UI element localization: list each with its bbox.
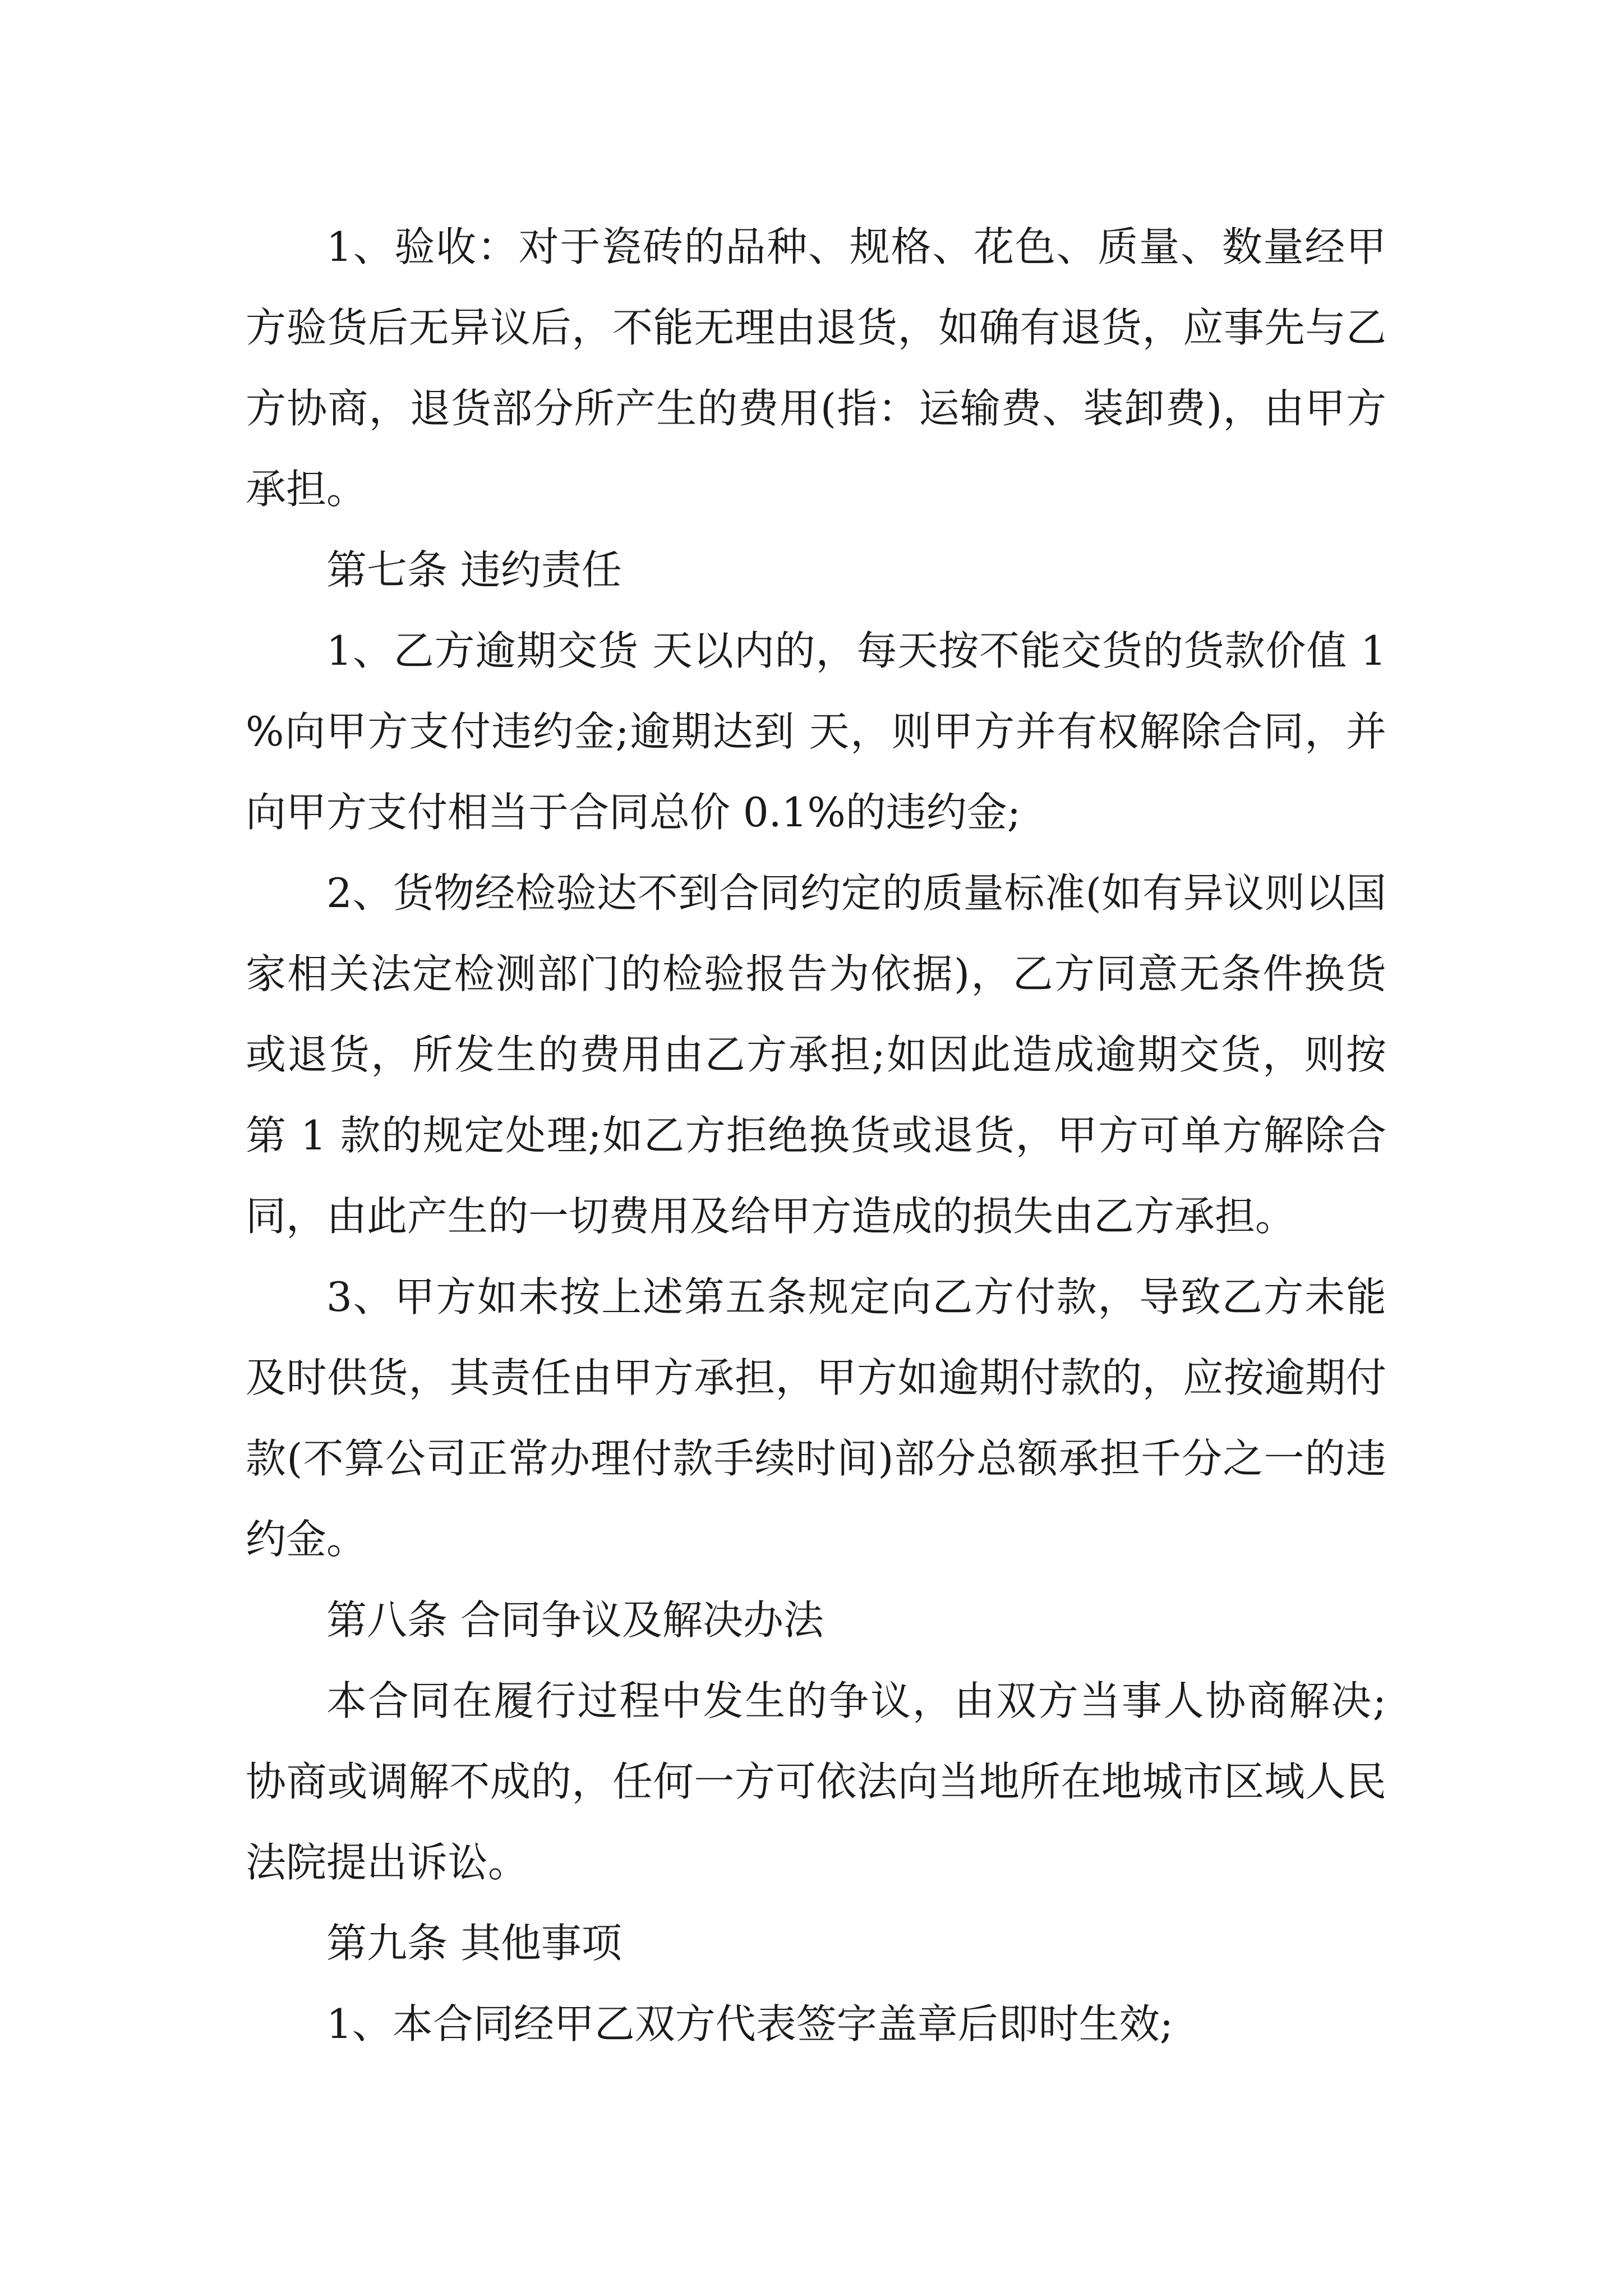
article-7-heading: 第七条 违约责任 (326, 546, 622, 593)
article-9-heading: 第九条 其他事项 (326, 1920, 622, 1967)
contract-text-body (246, 206, 1386, 2064)
clause-acceptance: 1、验收：对于瓷砖的品种、规格、花色、质量、数量经甲方验货后无异议后，不能无理由退货，如确有退货，应事先与乙方协商，退货部分所产生的费用(指：运输费、装卸费)，由甲方承担。 (246, 223, 1386, 513)
clause-7-2-quality: 2、货物经检验达不到合同约定的质量标准(如有异议则以国家相关法定检测部门的检验报告为依据)，乙方同意无条件换货或退货，所发生的费用由乙方承担;如因此造成逾期交货，则按第 1 款的规定处理;如乙方拒绝换货或退货，甲方可单方解除合同，由此产生的一切费用及给甲方造成的损失由乙方承担。 (246, 869, 1386, 1240)
clause-7-1-late-delivery: 1、乙方逾期交货 天以内的，每天按不能交货的货款价值 1 %向甲方支付违约金;逾期达到 天，则甲方并有权解除合同，并向甲方支付相当于合同总价 0.1%的违约金; (246, 627, 1386, 836)
clause-9-1-effective: 1、本合同经甲乙双方代表签字盖章后即时生效; (326, 2000, 1174, 2047)
clause-8-dispute: 本合同在履行过程中发生的争议，由双方当事人协商解决;协商或调解不成的，任何一方可依法向当地所在地城市区域人民法院提出诉讼。 (246, 1677, 1386, 1886)
clause-7-3-late-payment: 3、甲方如未按上述第五条规定向乙方付款，导致乙方未能及时供货，其责任由甲方承担，甲方如逾期付款的，应按逾期付款(不算公司正常办理付款手续时间)部分总额承担千分之一的违约金。 (246, 1273, 1386, 1563)
article-8-heading: 第八条 合同争议及解决办法 (326, 1596, 824, 1644)
